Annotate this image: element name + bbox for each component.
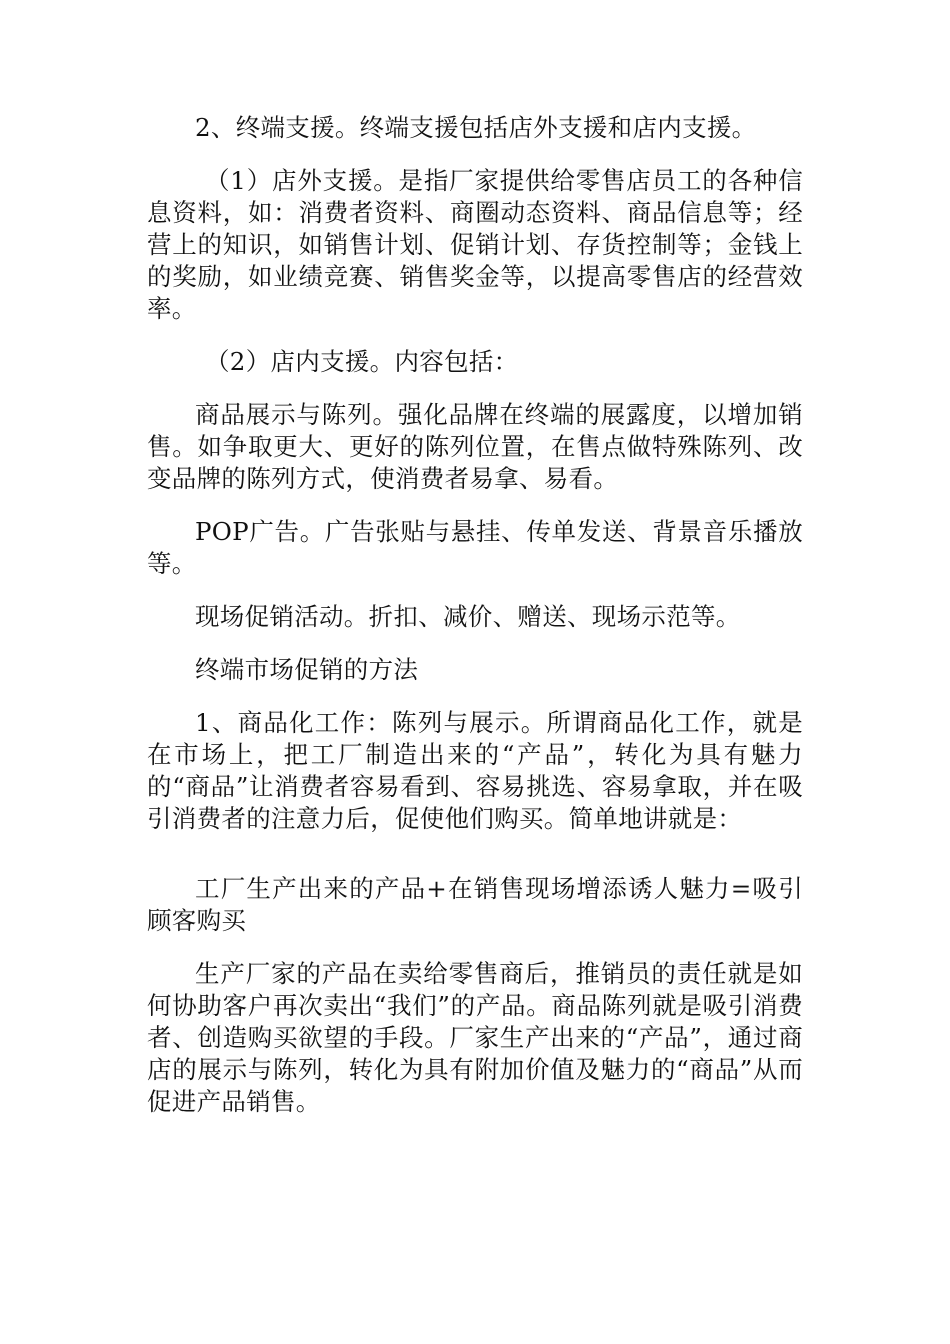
paragraph-terminal-support: 2、终端支援。终端支援包括店外支援和店内支援。 xyxy=(195,113,757,142)
paragraph-onsite-promotion: 现场促销活动。折扣、减价、赠送、现场示范等。 xyxy=(195,602,741,631)
paragraph-salesperson-responsibility: 生产厂家的产品在卖给零售商后，推销员的责任就是如何协助客户再次卖出“我们”的产品。商品陈列就是吸引消费者、创造购买欲望的手段。厂家生产出来的“产品”，通过商店的展示与陈列，转化为具有附加价值及魅力的“商品”从而促进产品销售。 xyxy=(147,959,803,1116)
document-body xyxy=(147,112,803,1139)
section-heading-promotion-methods: 终端市场促销的方法 xyxy=(195,655,419,684)
paragraph-formula: 工厂生产出来的产品+在销售现场增添诱人魅力=吸引顾客购买 xyxy=(147,874,803,935)
paragraph-outside-store-support: （1）店外支援。是指厂家提供给零售店员工的各种信息资料，如：消费者资料、商圈动态资料、商品信息等；经营上的知识，如销售计划、促销计划、存货控制等；金钱上的奖励，如业绩竞赛、销售奖金等，以提高零售店的经营效率。 xyxy=(147,166,803,323)
paragraph-product-display: 商品展示与陈列。强化品牌在终端的展露度，以增加销售。如争取更大、更好的陈列位置，在售点做特殊陈列、改变品牌的陈列方式，使消费者易拿、易看。 xyxy=(147,400,803,493)
paragraph-inside-store-support: （2）店内支援。内容包括： xyxy=(205,347,519,376)
paragraph-merchandising-work: 1、商品化工作：陈列与展示。所谓商品化工作，就是在市场上，把工厂制造出来的“产品”，转化为具有魅力的“商品”让消费者容易看到、容易挑选、容易拿取，并在吸引消费者的注意力后，促使他们购买。简单地讲就是： xyxy=(147,708,803,833)
paragraph-pop-advertising: POP广告。广告张贴与悬挂、传单发送、背景音乐播放等。 xyxy=(147,517,803,578)
